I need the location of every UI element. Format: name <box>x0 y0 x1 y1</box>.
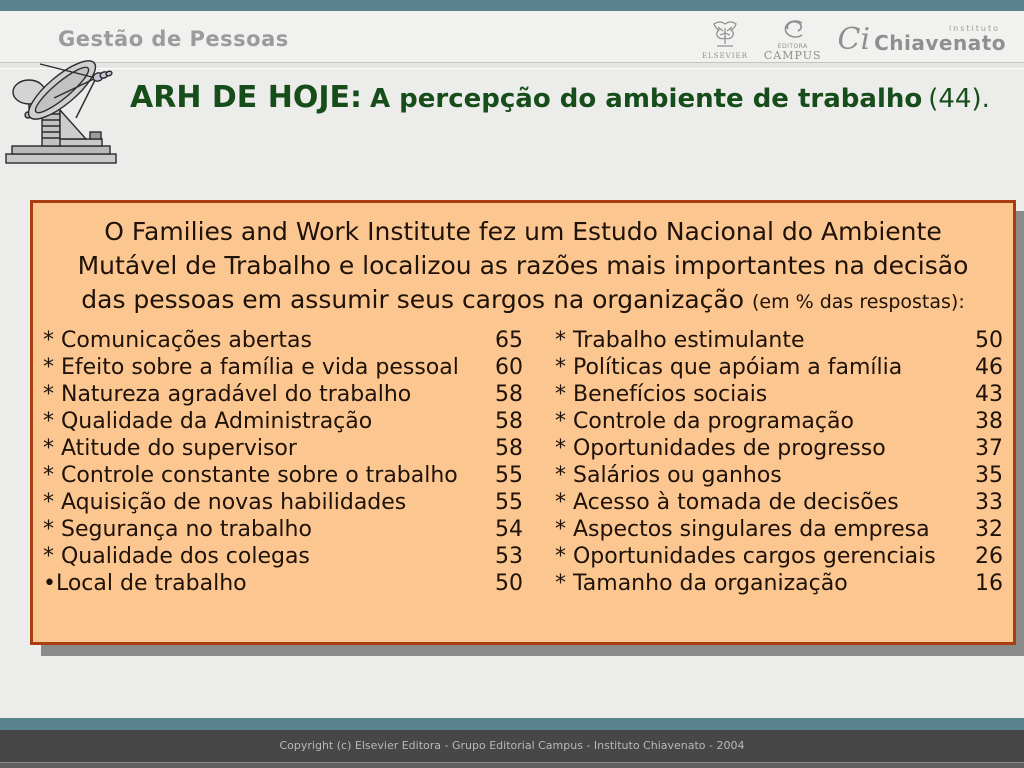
footer-bottom-strip <box>0 762 1024 768</box>
item-value: 54 <box>495 517 523 542</box>
item-value: 37 <box>975 436 1003 461</box>
item-label: * Atitude do supervisor <box>43 436 297 461</box>
item-value: 33 <box>975 490 1003 515</box>
list-item <box>43 408 523 435</box>
item-value: 26 <box>975 544 1003 569</box>
elsevier-tree-icon <box>708 18 742 52</box>
item-label: * Qualidade da Administração <box>43 409 373 434</box>
item-label: * Benefícios sociais <box>555 382 768 407</box>
item-label: * Segurança no trabalho <box>43 517 312 542</box>
item-value: 58 <box>495 436 523 461</box>
chiavenato-name-label: Chiavenato <box>874 31 1006 55</box>
item-value: 46 <box>975 355 1003 380</box>
campus-logo-label: CAMPUS <box>763 49 822 62</box>
reasons-column-right <box>555 327 1003 597</box>
slide-title-sub: A percepção do ambiente de trabalho <box>369 84 923 114</box>
item-value: 32 <box>975 517 1003 542</box>
list-item <box>555 570 1003 597</box>
campus-logo <box>764 17 822 61</box>
intro-line-2: Mutável de Trabalho e localizou as razões mais importantes na decisão <box>77 251 969 280</box>
item-label: * Controle da programação <box>555 409 854 434</box>
slide-title-main: ARH DE HOJE: <box>130 80 362 115</box>
item-label: * Comunicações abertas <box>43 328 312 353</box>
item-label: * Acesso à tomada de decisões <box>555 490 899 515</box>
item-label: * Tamanho da organização <box>555 571 848 596</box>
reasons-column-left <box>43 327 523 597</box>
item-label: * Natureza agradável do trabalho <box>43 382 412 407</box>
list-item <box>555 462 1003 489</box>
satellite-dish-clipart <box>2 52 124 168</box>
item-label: * Trabalho estimulante <box>555 328 805 353</box>
list-item <box>43 354 523 381</box>
reasons-columns <box>41 327 1005 597</box>
list-item <box>555 408 1003 435</box>
item-label: * Controle constante sobre o trabalho <box>43 463 458 488</box>
intro-note: (em % das respostas): <box>751 291 965 313</box>
elsevier-logo <box>702 18 748 60</box>
footer <box>0 730 1024 768</box>
list-item <box>43 327 523 354</box>
item-value: 43 <box>975 382 1003 407</box>
list-item <box>43 462 523 489</box>
item-label: * Oportunidades cargos gerenciais <box>555 544 936 569</box>
copyright-text: Copyright (c) Elsevier Editora - Grupo Editorial Campus - Instituto Chiavenato - 2004 <box>279 739 745 752</box>
campus-editora-label: EDITORA <box>777 43 808 50</box>
content-box <box>30 200 1016 645</box>
item-label: * Aspectos singulares da empresa <box>555 517 930 542</box>
intro-paragraph <box>41 215 1005 319</box>
item-value: 53 <box>495 544 523 569</box>
item-label: * Aquisição de novas habilidades <box>43 490 407 515</box>
list-item <box>555 543 1003 570</box>
list-item <box>43 435 523 462</box>
intro-line-3 <box>41 283 1005 319</box>
item-label: * Políticas que apóiam a família <box>555 355 903 380</box>
item-label: * Efeito sobre a família e vida pessoal <box>43 355 459 380</box>
item-label: * Salários ou ganhos <box>555 463 782 488</box>
header <box>0 11 1024 63</box>
intro-line-3-text: das pessoas em assumir seus cargos na organização <box>81 285 745 314</box>
item-value: 65 <box>495 328 523 353</box>
list-item <box>43 570 523 597</box>
item-value: 50 <box>495 571 523 596</box>
list-item <box>555 435 1003 462</box>
item-value: 38 <box>975 409 1003 434</box>
list-item <box>555 381 1003 408</box>
campus-swirl-icon <box>778 17 808 43</box>
slide-title <box>130 80 990 115</box>
item-label: * Qualidade dos colegas <box>43 544 310 569</box>
item-value: 35 <box>975 463 1003 488</box>
elsevier-logo-label: ELSEVIER <box>702 52 748 60</box>
list-item <box>555 354 1003 381</box>
item-value: 58 <box>495 409 523 434</box>
chiavenato-monogram-icon: Ci <box>837 21 871 57</box>
item-value: 55 <box>495 463 523 488</box>
item-value: 55 <box>495 490 523 515</box>
list-item <box>43 543 523 570</box>
publisher-logos <box>702 15 1006 63</box>
list-item <box>555 489 1003 516</box>
chiavenato-instituto-label: instituto <box>948 24 1000 33</box>
list-item <box>43 516 523 543</box>
chiavenato-logo <box>838 22 1006 57</box>
list-item <box>43 489 523 516</box>
item-value: 60 <box>495 355 523 380</box>
footer-accent-bar <box>0 718 1024 730</box>
header-divider <box>0 62 1024 69</box>
list-item <box>43 381 523 408</box>
item-label: •Local de trabalho <box>43 571 247 596</box>
item-label: * Oportunidades de progresso <box>555 436 886 461</box>
list-item <box>555 327 1003 354</box>
item-value: 58 <box>495 382 523 407</box>
item-value: 50 <box>975 328 1003 353</box>
item-value: 16 <box>975 571 1003 596</box>
intro-line-1: O Families and Work Institute fez um Estudo Nacional do Ambiente <box>104 217 942 246</box>
top-accent-bar <box>0 0 1024 11</box>
list-item <box>555 516 1003 543</box>
chiavenato-wordmark <box>874 25 1006 53</box>
course-title: Gestão de Pessoas <box>58 27 289 51</box>
slide-title-number: (44). <box>928 84 990 114</box>
